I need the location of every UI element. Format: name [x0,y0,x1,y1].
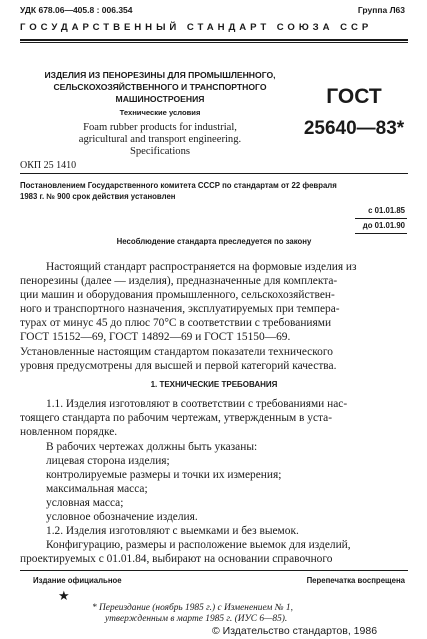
intro-line-8: уровня предусмотрены для высшей и первой категорий качества. [20,360,337,372]
star-icon: ★ [58,588,70,603]
intro-line-3: ции машин и оборудования промышленного, сельскохозяйствен- [20,289,335,301]
section-line-4: В рабочих чертежах должны быть указаны: [46,441,258,453]
section-line-3: новленном порядке. [20,426,118,438]
title-en-line-1: Foam rubber products for industrial, [83,122,237,133]
copyright: © Издательство стандартов, 1986 [212,625,378,637]
date-to-underline [355,233,407,234]
standard-banner: ГОСУДАРСТВЕННЫЙ СТАНДАРТ СОЮЗА ССР [20,22,373,33]
section-heading: 1. ТЕХНИЧЕСКИЕ ТРЕБОВАНИЯ [150,380,278,389]
gost-number: 25640—83* [303,118,405,139]
legal-warning: Несоблюдение стандарта преследуется по закону [116,237,312,246]
date-from: с 01.01.85 [368,206,405,215]
date-from-underline [355,218,407,219]
section-line-2: тоящего стандарта по рабочим чертежам, утвержденным в уста- [20,412,333,424]
section-line-9: условное обозначение изделия. [46,511,198,523]
section-line-8: условная масса; [46,497,124,509]
title-ru-line-2: СЕЛЬСКОХОЗЯЙСТВЕННОГО И ТРАНСПОРТНОГО [53,82,267,92]
section-line-11: Конфигурацию, размеры и расположение выемок для изделий, [46,539,351,551]
footer-rule [20,570,408,571]
intro-line-5: турах от минус 45 до плюс 70°С в соответствии с требованиями [20,317,332,329]
reissue-note-line-2: утвержденным в марте 1985 г. (ИУС 6—85). [105,614,288,624]
section-line-1: 1.1. Изделия изготовляют в соответствии с требованиями нас- [46,398,348,410]
title-separator-rule [20,173,408,174]
okp-code: ОКП 25 1410 [20,160,77,171]
decree-line-1: Постановлением Государственного комитета СССР по стандартам от 22 февраля [20,181,337,190]
title-ru-subtitle: Технические условия [119,108,201,117]
intro-line-6: ГОСТ 15152—69, ГОСТ 14892—69 и ГОСТ 15150—69. [20,331,291,343]
udk-code: УДК 678.06—405.8 : 006.354 [20,5,133,15]
section-line-12: проектируемых с 01.01.84, выбирают на основании справочного [20,553,333,565]
title-ru-line-3: МАШИНОСТРОЕНИЯ [115,94,205,104]
decree-line-2: 1983 г. № 900 срок действия установлен [20,192,176,201]
official-edition: Издание официальное [33,576,122,585]
reissue-note-line-1: * Переиздание (ноябрь 1985 г.) с Изменением № 1, [92,603,293,613]
section-line-10: 1.2. Изделия изготовляют с выемками и без выемок. [46,525,299,537]
section-line-5: лицевая сторона изделия; [46,455,170,467]
reprint-notice: Перепечатка воспрещена [306,576,405,585]
section-line-6: контролируемые размеры и точки их измерения; [46,469,282,481]
group-code: Группа Л63 [357,5,405,15]
header-bottom-rule [20,42,408,43]
title-en-line-2: agricultural and transport engineering. [78,134,242,145]
intro-line-1: Настоящий стандарт распространяется на формовые изделия из [46,261,357,273]
title-en-line-3: Specifications [129,146,190,157]
section-line-7: максимальная масса; [46,483,148,495]
intro-line-2: пенорезины (далее — изделия), предназначенные для комплекта- [20,275,338,287]
intro-line-4: ного и транспортного назначения, эксплуатируемых при темпера- [20,303,340,315]
intro-line-7: Установленные настоящим стандартом показатели технического [20,346,333,358]
date-to: до 01.01.90 [362,221,405,230]
title-ru-line-1: ИЗДЕЛИЯ ИЗ ПЕНОРЕЗИНЫ ДЛЯ ПРОМЫШЛЕННОГО, [44,70,276,80]
header-top-rule [20,39,408,41]
gost-label: ГОСТ [326,85,382,108]
